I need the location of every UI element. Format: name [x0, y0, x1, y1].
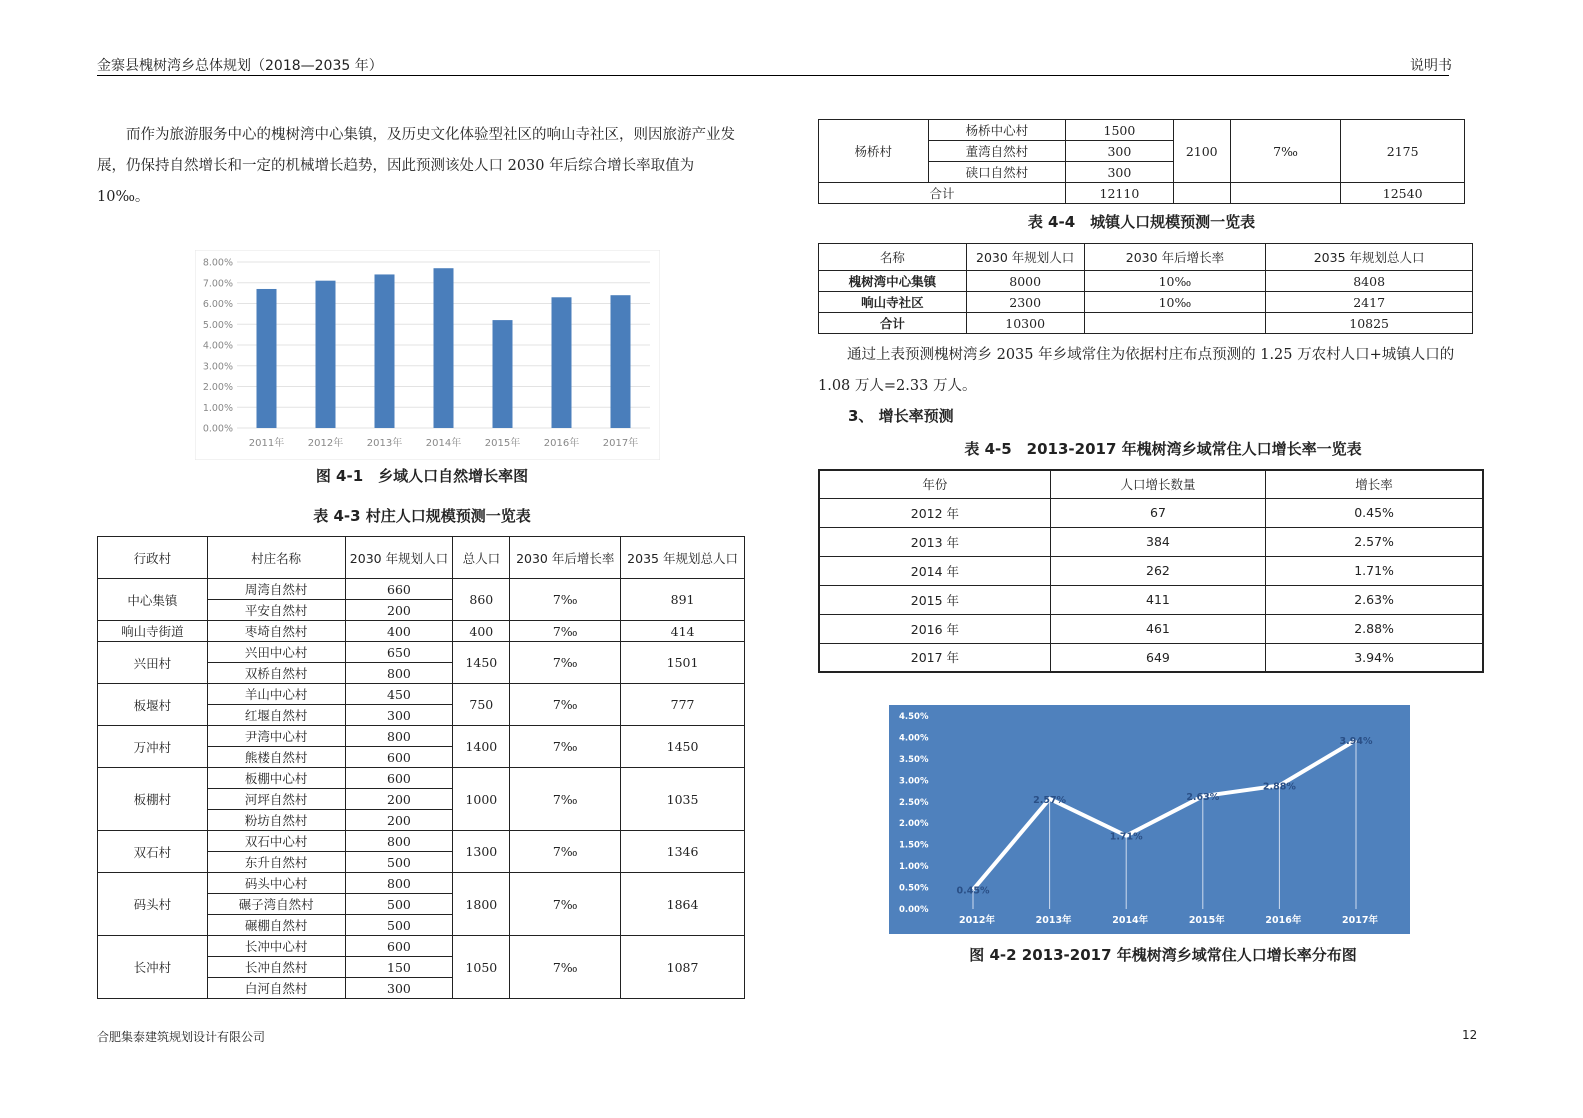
village-name-cell: 长冲自然村 — [207, 957, 345, 978]
bar — [493, 320, 513, 428]
line-x-tick-label: 2014年 — [1112, 915, 1149, 926]
bar-x-tick-label: 2012年 — [307, 438, 344, 449]
rate-cell: 7‰ — [1230, 120, 1341, 183]
population-cell: 450 — [345, 684, 453, 705]
footer-company: 合肥集泰建筑规划设计有限公司 — [97, 1030, 266, 1044]
total-cell: 1300 — [453, 831, 510, 873]
bar-chart — [195, 250, 660, 460]
table4-caption: 表 4-4 城镇人口规模预测一览表 — [1027, 213, 1256, 231]
line-data-label: 1.71% — [1109, 831, 1143, 843]
bar-y-tick-label: 3.00% — [202, 361, 233, 373]
table5-header-cell: 人口增长数量 — [1050, 470, 1265, 498]
table-row — [98, 621, 745, 642]
bar — [434, 268, 454, 428]
population-2035-cell: 2175 — [1341, 120, 1465, 183]
total-cell: 1800 — [453, 873, 510, 936]
admin-village-cell: 板棚村 — [98, 768, 208, 831]
bar-y-tick-label: 4.00% — [202, 340, 233, 352]
village-name-cell: 平安自然村 — [207, 600, 345, 621]
village-name-cell: 熊楼自然村 — [207, 747, 345, 768]
table-row — [98, 936, 745, 957]
bar-x-tick-label: 2015年 — [484, 438, 521, 449]
line-y-tick-label: 3.00% — [899, 776, 929, 787]
line-data-label: 2.63% — [1186, 792, 1220, 804]
village-name-cell: 双桥自然村 — [207, 663, 345, 684]
table5-header-cell: 年份 — [819, 470, 1050, 498]
bar — [257, 289, 277, 428]
population-cell: 200 — [345, 789, 453, 810]
year-cell: 2017 年 — [819, 643, 1050, 672]
table-row — [819, 271, 1473, 292]
table-cell: 10300 — [966, 313, 1084, 334]
line-y-tick-label: 3.50% — [899, 754, 929, 765]
village-name-cell: 河坪自然村 — [207, 789, 345, 810]
total-cell: 1400 — [453, 726, 510, 768]
village-name-cell: 粉坊自然村 — [207, 810, 345, 831]
growth-count-cell: 649 — [1050, 643, 1265, 672]
population-cell: 1500 — [1066, 120, 1174, 141]
village-name-cell: 董湾自然村 — [928, 141, 1065, 162]
bar — [552, 297, 572, 428]
growth-rate-cell: 3.94% — [1266, 643, 1483, 672]
growth-rate-cell: 2.88% — [1266, 614, 1483, 643]
sum-label-cell: 合计 — [819, 183, 1066, 204]
admin-village-cell: 码头村 — [98, 873, 208, 936]
table-cell — [1084, 313, 1266, 334]
table4-header-cell: 2030 年规划人口 — [966, 244, 1084, 271]
village-name-cell: 枣埼自然村 — [207, 621, 345, 642]
table-row — [819, 313, 1473, 334]
table-row — [98, 642, 745, 663]
village-name-cell: 板棚中心村 — [207, 768, 345, 789]
village-population-table — [97, 536, 745, 999]
population-cell: 400 — [345, 621, 453, 642]
total-cell: 1050 — [453, 936, 510, 999]
line-y-tick-label: 2.50% — [899, 797, 929, 808]
population-2035-cell: 1864 — [621, 873, 745, 936]
population-2035-cell: 891 — [621, 579, 745, 621]
line-x-tick-label: 2012年 — [959, 915, 995, 926]
total-cell: 1000 — [453, 768, 510, 831]
growth-rate-cell: 2.63% — [1266, 585, 1483, 614]
sum-2035-cell: 12540 — [1341, 183, 1465, 204]
population-cell: 650 — [345, 642, 453, 663]
sum-2030-cell: 12110 — [1066, 183, 1174, 204]
admin-village-cell: 双石村 — [98, 831, 208, 873]
table4-header-cell: 2030 年后增长率 — [1084, 244, 1266, 271]
table3-header-cell: 2035 年规划总人口 — [621, 537, 745, 579]
table-sum-row — [819, 183, 1465, 204]
population-cell: 300 — [345, 978, 453, 999]
town-name-cell: 合计 — [819, 313, 967, 334]
table4-header-cell: 2035 年规划总人口 — [1266, 244, 1473, 271]
rate-cell: 7‰ — [510, 684, 621, 726]
bar-y-tick-label: 2.00% — [202, 382, 233, 393]
line-data-label: 0.45% — [956, 885, 990, 897]
year-cell: 2012 年 — [819, 498, 1050, 527]
growth-rate-cell: 2.57% — [1266, 527, 1483, 556]
village-name-cell: 周湾自然村 — [207, 579, 345, 600]
line-x-tick-label: 2015年 — [1188, 915, 1225, 926]
line-x-tick-label: 2013年 — [1035, 915, 1072, 926]
bar — [375, 274, 395, 428]
town-name-cell: 响山寺社区 — [819, 292, 967, 313]
line-y-tick-label: 4.00% — [899, 733, 929, 744]
bar-y-tick-label: 7.00% — [202, 278, 233, 290]
bar-x-tick-label: 2017年 — [602, 438, 639, 449]
population-2035-cell: 414 — [621, 621, 745, 642]
population-cell: 150 — [345, 957, 453, 978]
rate-cell: 7‰ — [510, 726, 621, 768]
village-name-cell: 码头中心村 — [207, 873, 345, 894]
admin-village-cell: 长冲村 — [98, 936, 208, 999]
population-cell: 600 — [345, 747, 453, 768]
bar-y-tick-label: 6.00% — [202, 299, 233, 310]
growth-count-cell: 411 — [1050, 585, 1265, 614]
page-number: 12 — [1462, 1028, 1478, 1042]
village-name-cell: 碾子湾自然村 — [207, 894, 345, 915]
town-name-cell: 槐树湾中心集镇 — [819, 271, 967, 292]
table-cell: 8408 — [1266, 271, 1473, 292]
fig1-caption: 图 4-1 乡域人口自然增长率图 — [315, 467, 529, 485]
line-data-label: 3.94% — [1339, 736, 1373, 748]
table5-header-row — [819, 470, 1483, 498]
header-rule — [97, 75, 1449, 76]
bar-y-tick-label: 0.00% — [202, 423, 233, 435]
population-2035-cell: 1035 — [621, 768, 745, 831]
year-cell: 2014 年 — [819, 556, 1050, 585]
line-y-tick-label: 1.50% — [899, 840, 929, 851]
admin-village-cell: 杨桥村 — [819, 120, 929, 183]
population-cell: 800 — [345, 873, 453, 894]
bar-y-tick-label: 5.00% — [202, 319, 233, 331]
admin-village-cell: 板堰村 — [98, 684, 208, 726]
bar-y-tick-label: 1.00% — [202, 402, 233, 414]
table3-header-cell: 村庄名称 — [207, 537, 345, 579]
line-y-tick-label: 1.00% — [899, 862, 929, 873]
population-cell: 800 — [345, 663, 453, 684]
village-name-cell: 白河自然村 — [207, 978, 345, 999]
admin-village-cell: 中心集镇 — [98, 579, 208, 621]
population-cell: 300 — [1066, 162, 1174, 183]
growth-count-cell: 67 — [1050, 498, 1265, 527]
bar-x-tick-label: 2011年 — [248, 438, 285, 449]
empty-cell — [1230, 183, 1341, 204]
fig2-caption: 图 4-2 2013-2017 年槐树湾乡域常住人口增长率分布图 — [969, 946, 1357, 964]
growth-count-cell: 262 — [1050, 556, 1265, 585]
table-cell: 2300 — [966, 292, 1084, 313]
table5-header-cell: 增长率 — [1266, 470, 1483, 498]
table-row — [98, 726, 745, 747]
village-name-cell: 杨桥中心村 — [928, 120, 1065, 141]
line-x-tick-label: 2017年 — [1342, 915, 1378, 926]
population-cell: 500 — [345, 915, 453, 936]
table3-caption: 表 4-3 村庄人口规模预测一览表 — [313, 507, 531, 525]
bar-x-tick-label: 2013年 — [366, 438, 403, 449]
table-row — [98, 768, 745, 789]
rate-cell: 7‰ — [510, 579, 621, 621]
population-cell: 500 — [345, 894, 453, 915]
table3-header-cell: 行政村 — [98, 537, 208, 579]
year-cell: 2013 年 — [819, 527, 1050, 556]
line-y-tick-label: 0.00% — [899, 905, 929, 915]
table-cell: 2417 — [1266, 292, 1473, 313]
table-row — [819, 292, 1473, 313]
table-row — [98, 873, 745, 894]
doc-header-title: 金寨县槐树湾乡总体规划（2018—2035 年） — [97, 58, 383, 74]
population-2035-cell: 1087 — [621, 936, 745, 999]
year-cell: 2015 年 — [819, 585, 1050, 614]
table-row — [98, 579, 745, 600]
admin-village-cell: 响山寺街道 — [98, 621, 208, 642]
admin-village-cell: 兴田村 — [98, 642, 208, 684]
village-name-cell: 双石中心村 — [207, 831, 345, 852]
section-heading: 3、 增长率预测 — [848, 407, 954, 425]
population-cell: 800 — [345, 726, 453, 747]
table-row — [819, 498, 1483, 527]
rate-cell: 7‰ — [510, 873, 621, 936]
table-row — [819, 120, 1465, 141]
village-name-cell: 红堰自然村 — [207, 705, 345, 726]
table-row — [819, 614, 1483, 643]
village-table-continued — [818, 119, 1465, 204]
bar-x-tick-label: 2014年 — [425, 438, 462, 449]
table-row — [819, 556, 1483, 585]
table3-header-cell: 总人口 — [453, 537, 510, 579]
population-2035-cell: 1346 — [621, 831, 745, 873]
table3-header-cell: 2030 年后增长率 — [510, 537, 621, 579]
line-x-tick-label: 2016年 — [1265, 915, 1302, 926]
village-name-cell: 羊山中心村 — [207, 684, 345, 705]
line-data-label: 2.88% — [1262, 781, 1296, 793]
table-cell: 10825 — [1266, 313, 1473, 334]
table-row — [98, 831, 745, 852]
rate-cell: 7‰ — [510, 831, 621, 873]
population-2035-cell: 1501 — [621, 642, 745, 684]
line-y-tick-label: 4.50% — [899, 712, 929, 722]
total-cell: 400 — [453, 621, 510, 642]
line-chart-background — [889, 705, 1410, 934]
line-data-label: 2.57% — [1033, 794, 1067, 806]
growth-count-cell: 461 — [1050, 614, 1265, 643]
population-cell: 200 — [345, 810, 453, 831]
table-row — [819, 585, 1483, 614]
village-name-cell: 东升自然村 — [207, 852, 345, 873]
empty-cell — [1173, 183, 1230, 204]
table-cell: 10‰ — [1084, 271, 1266, 292]
population-cell: 300 — [345, 705, 453, 726]
rate-cell: 7‰ — [510, 642, 621, 684]
table-row — [819, 643, 1483, 672]
left-paragraph: 而作为旅游服务中心的槐树湾中心集镇，及历史文化体验型社区的响山寺社区，则因旅游产业发展，仍保持自然增长和一定的机械增长趋势，因此预测该处人口 2030 年后综合增长率取值为 10‰。 — [97, 127, 735, 205]
table3-header-row — [98, 537, 745, 579]
bar-y-tick-label: 8.00% — [202, 257, 233, 269]
population-cell: 500 — [345, 852, 453, 873]
doc-header-right: 说明书 — [1410, 58, 1452, 74]
line-y-tick-label: 2.00% — [899, 819, 929, 830]
rate-cell: 7‰ — [510, 768, 621, 831]
population-cell: 800 — [345, 831, 453, 852]
village-name-cell: 硖口自然村 — [928, 162, 1065, 183]
total-cell: 1450 — [453, 642, 510, 684]
line-chart — [889, 705, 1410, 934]
population-2035-cell: 777 — [621, 684, 745, 726]
total-cell: 860 — [453, 579, 510, 621]
growth-rate-cell: 1.71% — [1266, 556, 1483, 585]
population-cell: 660 — [345, 579, 453, 600]
bar-x-tick-label: 2016年 — [543, 438, 580, 449]
table4-header-row — [819, 244, 1473, 271]
rate-cell: 7‰ — [510, 936, 621, 999]
town-population-table — [818, 243, 1473, 334]
total-cell: 2100 — [1173, 120, 1230, 183]
table3-header-cell: 2030 年规划人口 — [345, 537, 453, 579]
bar — [316, 281, 336, 428]
village-name-cell: 碾棚自然村 — [207, 915, 345, 936]
right-paragraph: 通过上表预测槐树湾乡 2035 年乡域常住为依据村庄布点预测的 1.25 万农村人口+城镇人口的 1.08 万人=2.33 万人。 — [818, 347, 1455, 394]
village-name-cell: 兴田中心村 — [207, 642, 345, 663]
table-cell: 10‰ — [1084, 292, 1266, 313]
table5-caption: 表 4-5 2013-2017 年槐树湾乡域常住人口增长率一览表 — [964, 440, 1362, 458]
population-2035-cell: 1450 — [621, 726, 745, 768]
rate-cell: 7‰ — [510, 621, 621, 642]
table4-header-cell: 名称 — [819, 244, 967, 271]
growth-rate-cell: 0.45% — [1266, 498, 1483, 527]
table-row — [98, 684, 745, 705]
admin-village-cell: 万冲村 — [98, 726, 208, 768]
total-cell: 750 — [453, 684, 510, 726]
village-name-cell: 长冲中心村 — [207, 936, 345, 957]
growth-rate-table — [818, 469, 1484, 673]
population-cell: 200 — [345, 600, 453, 621]
growth-count-cell: 384 — [1050, 527, 1265, 556]
line-y-tick-label: 0.50% — [899, 883, 929, 894]
village-name-cell: 尹湾中心村 — [207, 726, 345, 747]
population-cell: 300 — [1066, 141, 1174, 162]
bar — [611, 295, 631, 428]
table-cell: 8000 — [966, 271, 1084, 292]
year-cell: 2016 年 — [819, 614, 1050, 643]
population-cell: 600 — [345, 768, 453, 789]
table-row — [819, 527, 1483, 556]
population-cell: 600 — [345, 936, 453, 957]
